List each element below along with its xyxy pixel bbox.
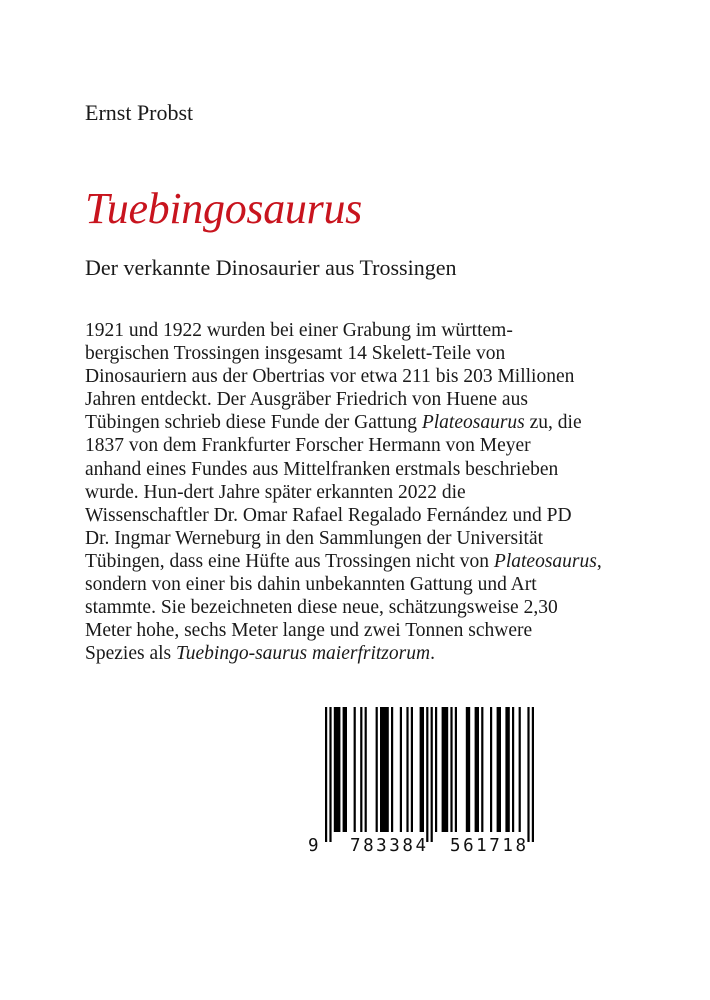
blurb-segment: sondern von einer bis dahin unbekannten Gattung und Art — [85, 574, 537, 596]
blurb-line — [85, 619, 585, 642]
barcode-bar — [420, 707, 424, 832]
barcode-bar — [391, 707, 393, 832]
blurb-segment: Dinosauriern aus der Obertrias vor etwa 211 bis 203 Millionen — [85, 366, 575, 388]
blurb-italic-term: Plateosaurus — [493, 550, 597, 572]
barcode-bar — [334, 707, 341, 832]
book-title: Tuebingosaurus — [85, 184, 362, 233]
barcode-bar — [490, 707, 492, 832]
blurb-line — [85, 319, 585, 342]
blurb-segment: Jahren entdeckt. Der Ausgräber Friedrich von Huene aus — [85, 389, 528, 411]
barcode-bar — [426, 707, 428, 842]
blurb-segment: Tübingen schrieb diese Funde der Gattung — [85, 412, 422, 434]
book-subtitle: Der verkannte Dinosaurier aus Trossingen — [85, 255, 457, 280]
blurb-line — [85, 411, 585, 434]
barcode-bar — [450, 707, 452, 832]
blurb-segment: Wissenschaftler Dr. Omar Rafael Regalado Fernández und PD — [85, 504, 572, 526]
blurb-segment: zu, die — [524, 412, 582, 434]
blurb-line — [85, 342, 585, 365]
barcode-bars — [325, 707, 534, 842]
blurb-segment: Dr. Ingmar Werneburg in den Sammlungen der Universität — [85, 527, 544, 549]
barcode-bar — [481, 707, 483, 832]
blurb-line — [85, 388, 585, 411]
blurb-line — [85, 550, 602, 573]
blurb-segment: bergischen Trossingen insgesamt 14 Skelett-Teile von — [85, 343, 506, 365]
blurb-line — [85, 596, 585, 619]
barcode-bar — [497, 707, 501, 832]
barcode-digits-left: 783384 — [350, 836, 426, 856]
barcode-bar — [527, 707, 529, 842]
barcode-digits-right: 561718 — [450, 836, 526, 856]
blurb-segment: anhand eines Fundes aus Mittelfranken erstmals beschrieben — [85, 458, 559, 480]
blurb-segment: stammte. Sie bezeichneten diese neue, schätzungsweise 2,30 — [85, 597, 558, 619]
barcode-bar — [400, 707, 402, 832]
barcode-bar — [406, 707, 408, 832]
blurb-italic-term: Plateosaurus — [421, 412, 525, 434]
barcode-bar — [380, 707, 389, 832]
barcode-bar — [325, 707, 327, 842]
blurb-segment: Spezies als — [85, 643, 176, 665]
barcode-bar — [505, 707, 509, 832]
barcode-bar — [466, 707, 470, 832]
blurb-line — [85, 527, 585, 550]
blurb-line — [85, 642, 585, 665]
barcode-bar — [354, 707, 356, 832]
blurb-segment: 1921 und 1922 wurden bei einer Grabung im württem- — [85, 320, 513, 341]
blurb-italic-term: Tuebingo-saurus maierfritzorum — [175, 643, 431, 665]
barcode-bar — [455, 707, 457, 832]
blurb-segment: wurde. Hun-dert Jahre später erkannten 2022 die — [85, 481, 466, 503]
author-name: Ernst Probst — [85, 100, 194, 125]
blurb-line — [85, 481, 585, 504]
blurb-segment: . — [430, 643, 435, 665]
barcode-bar — [329, 707, 331, 842]
blurb-line — [85, 458, 585, 481]
blurb-segment: 1837 von dem Frankfurter Forscher Hermann von Meyer — [85, 435, 531, 457]
barcode-digit-first: 9 — [308, 836, 319, 856]
barcode-bar — [475, 707, 479, 832]
isbn-barcode — [305, 707, 563, 857]
blurb-segment: , — [596, 550, 602, 572]
barcode-bar — [519, 707, 521, 832]
barcode-bar — [411, 707, 413, 832]
blurb-line — [85, 504, 585, 527]
barcode-bar — [512, 707, 514, 832]
blurb-line — [85, 365, 585, 388]
blurb-segment: Meter hohe, sechs Meter lange und zwei Tonnen schwere — [85, 620, 533, 642]
barcode-bar — [435, 707, 437, 832]
blurb-line — [85, 434, 585, 457]
barcode-bar — [343, 707, 347, 832]
blurb-segment: Tübingen, dass eine Hüfte aus Trossingen nicht von — [85, 550, 494, 572]
barcode-bar — [360, 707, 362, 832]
blurb-text — [85, 319, 602, 665]
barcode-bar — [376, 707, 378, 832]
barcode-bar — [365, 707, 367, 832]
barcode-bar — [431, 707, 433, 842]
blurb-line — [85, 573, 585, 596]
barcode-bar — [442, 707, 449, 832]
barcode-bar — [532, 707, 534, 842]
